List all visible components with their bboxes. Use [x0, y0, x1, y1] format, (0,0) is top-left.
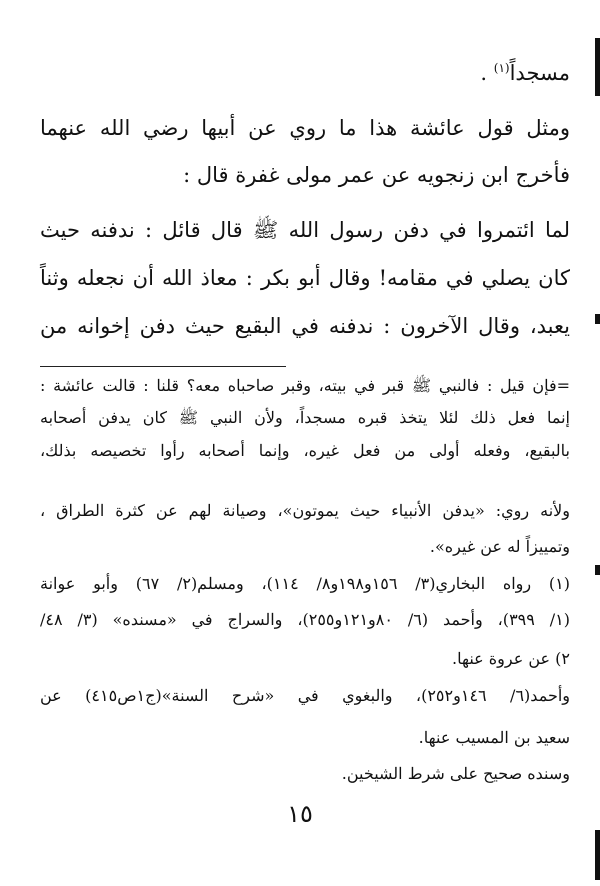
- main-text-line-1: [40, 62, 570, 84]
- footnote-continuation-line: إنما فعل ذلك لئلا يتخذ قبره مسجداً، ولأن النبي ﷺ كان يدفن أصحابه: [40, 408, 570, 427]
- page-edge-mark: [595, 830, 600, 880]
- main-text-line-4: لما ائتمروا في دفن رسول الله ﷺ قال قائل : ندفنه حيث: [40, 218, 570, 242]
- footnote-1-line: وأحمد(٦/ ١٤٦و٢٥٢)، والبغوي في «شرح السنة»(ج١ص٤١٥) عن: [40, 686, 570, 705]
- main-text-fragment: مسجداً: [509, 61, 570, 85]
- main-text-line-2: ومثل قول عائشة هذا ما روي عن أبيها رضي الله عنهما: [40, 116, 570, 140]
- page-number: ١٥: [287, 800, 313, 828]
- footnote-continuation-line: بالبقيع، وفعله أولى من فعل غيره، وإنما أصحابه رأوا تخصيصه بذلك،: [40, 441, 570, 460]
- footnote-divider: [40, 366, 286, 367]
- footnote-continuation-line: ولأنه روي: «يدفن الأنبياء حيث يموتون»، وصيانة لهم عن كثرة الطراق ،: [40, 501, 570, 520]
- main-text-fragment-end: .: [480, 61, 494, 85]
- footnote-continuation-line: وتمييزاً له عن غيره».: [429, 537, 570, 556]
- footnote-1-line: وسنده صحيح على شرط الشيخين.: [341, 764, 570, 783]
- main-text-line-3: فأخرج ابن زنجويه عن عمر مولى غفرة قال :: [183, 163, 570, 187]
- footnote-1-line: ٢) عن عروة عنها.: [451, 649, 570, 668]
- main-text-line-6: يعبد، وقال الآخرون : ندفنه في البقيع حيث دفن إخوانه من: [40, 314, 570, 338]
- footnote-reference: (١): [493, 61, 510, 75]
- page-edge-mark: [595, 314, 600, 324]
- footnote-1-line: (١/ ٣٩٩)، وأحمد (٦/ ٨٠و١٢١و٢٥٥)، والسراج في «مسنده» (٣/ ٤٨/: [40, 610, 570, 629]
- main-text-line-5: كان يصلي في مقامه! وقال أبو بكر : معاذ الله أن نجعله وثناً: [40, 266, 570, 290]
- page-edge-mark: [595, 565, 600, 575]
- footnote-continuation-line: =فإن قيل : فالنبي ﷺ قبر في بيته، وقبر صاحباه معه؟ قلنا : قالت عائشة :: [40, 376, 571, 395]
- footnote-1-line: سعيد بن المسيب عنها.: [418, 728, 570, 747]
- footnote-1-line: (١) رواه البخاري(٣/ ١٥٦و١٩٨و٨/ ١١٤)، ومسلم(٢/ ٦٧) وأبو عوانة: [40, 574, 570, 593]
- page-edge-mark: [595, 38, 600, 96]
